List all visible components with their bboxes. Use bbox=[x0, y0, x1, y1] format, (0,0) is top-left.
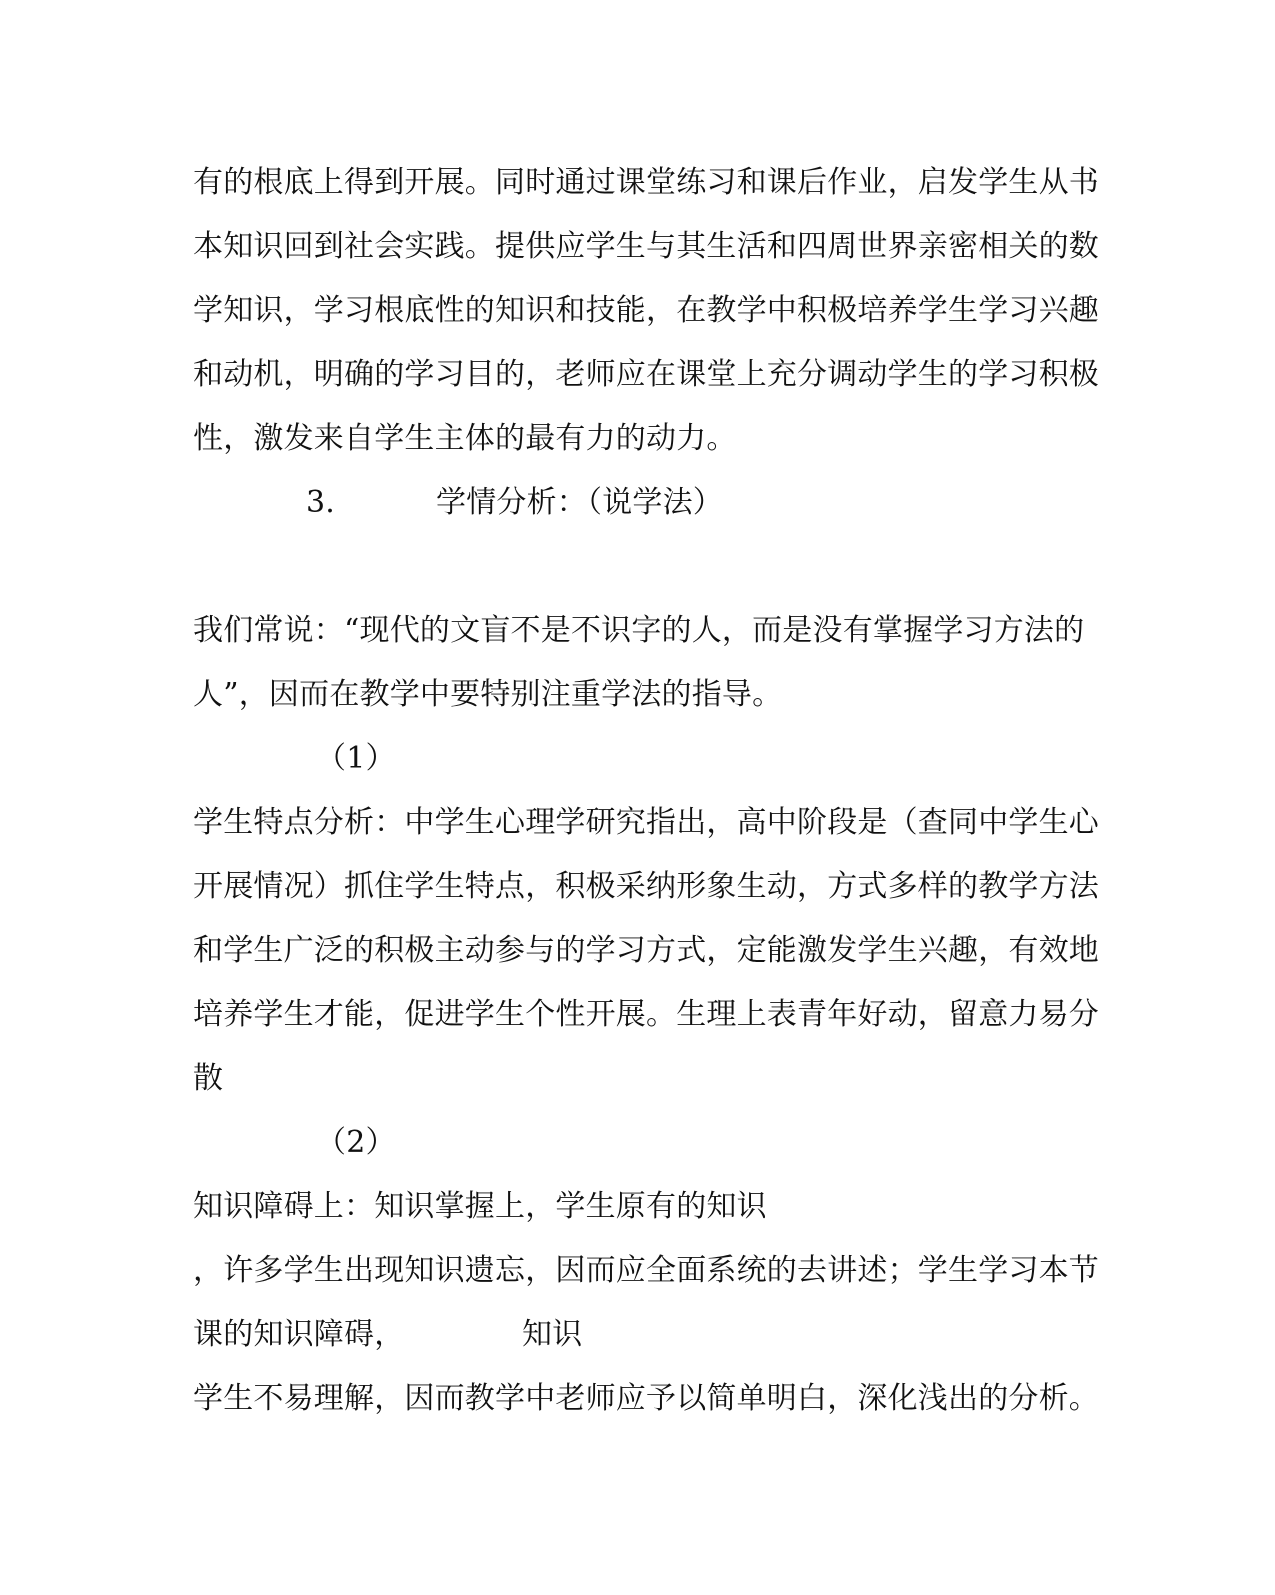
paragraph-line: 人”，因而在教学中要特别注重学法的指导。 bbox=[193, 677, 783, 712]
section-heading: 学情分析：（说学法） bbox=[436, 485, 723, 520]
list-marker: （2） bbox=[316, 1125, 396, 1160]
paragraph-line: ，许多学生出现知识遗忘，因而应全面系统的去讲述；学生学习本节 bbox=[193, 1253, 1099, 1288]
paragraph-line: 学知识，学习根底性的知识和技能，在教学中积极培养学生学习兴趣 bbox=[193, 293, 1099, 328]
paragraph-line: 开展情况）抓住学生特点，积极采纳形象生动，方式多样的教学方法 bbox=[193, 869, 1099, 904]
paragraph-line: 我们常说：“现代的文盲不是不识字的人，而是没有掌握学习方法的 bbox=[193, 613, 1085, 648]
paragraph-line: 本知识回到社会实践。提供应学生与其生活和四周世界亲密相关的数 bbox=[193, 229, 1099, 264]
paragraph-line: 知识障碍上：知识掌握上，学生原有的知识 bbox=[193, 1189, 767, 1224]
paragraph-line: 学生不易理解，因而教学中老师应予以简单明白，深化浅出的分析。 bbox=[193, 1381, 1099, 1416]
paragraph-line: 性，激发来自学生主体的最有力的动力。 bbox=[193, 421, 737, 456]
paragraph-line: 学生特点分析：中学生心理学研究指出，高中阶段是（查同中学生心 bbox=[193, 805, 1099, 840]
paragraph-line: 培养学生才能，促进学生个性开展。生理上表青年好动，留意力易分 bbox=[193, 997, 1099, 1032]
paragraph-line: 散 bbox=[193, 1061, 224, 1096]
paragraph-line: 有的根底上得到开展。同时通过课堂练习和课后作业，启发学生从书 bbox=[193, 165, 1099, 200]
section-number: 3. bbox=[306, 485, 336, 520]
list-marker: （1） bbox=[316, 741, 396, 776]
paragraph-line: 和动机，明确的学习目的，老师应在课堂上充分调动学生的学习积极 bbox=[193, 357, 1099, 392]
paragraph-line: 课的知识障碍， bbox=[193, 1317, 405, 1352]
paragraph-line: 和学生广泛的积极主动参与的学习方式，定能激发学生兴趣，有效地 bbox=[193, 933, 1099, 968]
paragraph-fragment: 知识 bbox=[522, 1317, 583, 1352]
